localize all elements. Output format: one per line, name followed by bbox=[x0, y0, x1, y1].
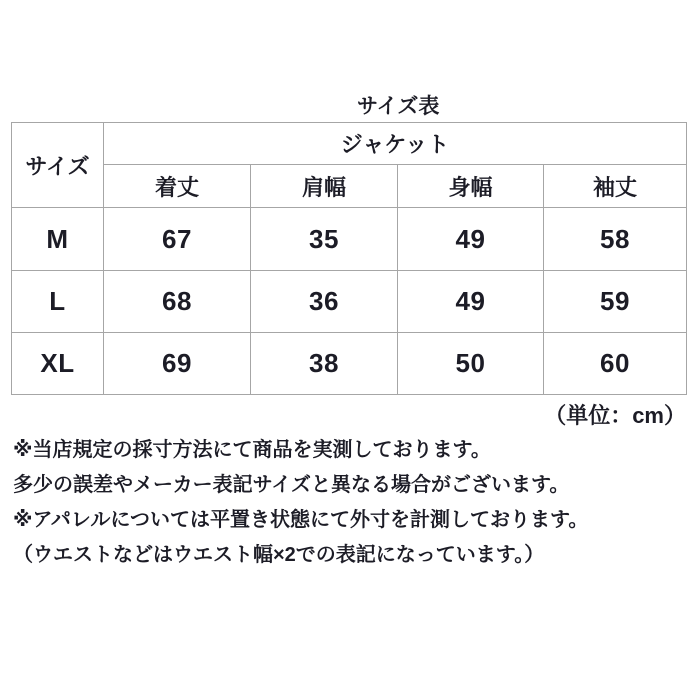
size-label-cell: M bbox=[12, 208, 104, 271]
measure-header-cell: 肩幅 bbox=[251, 165, 398, 208]
table-row bbox=[12, 333, 687, 395]
table-header-row-group bbox=[12, 123, 687, 165]
note-line: ※当店規定の採寸方法にて商品を実測しております。 bbox=[13, 439, 491, 461]
note-line: （ウエストなどはウエスト幅×2での表記になっています。） bbox=[13, 544, 545, 566]
size-label-cell: XL bbox=[12, 333, 104, 395]
measurement-cell: 49 bbox=[398, 271, 544, 333]
measurement-cell: 68 bbox=[104, 271, 251, 333]
note-line: ※アパレルについては平置き状態にて外寸を計測しております。 bbox=[13, 509, 589, 531]
measurement-cell: 49 bbox=[398, 208, 544, 271]
table-row bbox=[12, 271, 687, 333]
measurement-cell: 58 bbox=[544, 208, 687, 271]
size-label-cell: L bbox=[12, 271, 104, 333]
measurement-cell: 60 bbox=[544, 333, 687, 395]
notes bbox=[13, 433, 588, 573]
measurement-cell: 36 bbox=[251, 271, 398, 333]
measurement-cell: 67 bbox=[104, 208, 251, 271]
measurement-cell: 69 bbox=[104, 333, 251, 395]
unit-label: （単位：cm） bbox=[544, 403, 686, 428]
measure-header-cell: 身幅 bbox=[398, 165, 544, 208]
measurement-cell: 59 bbox=[544, 271, 687, 333]
table-header-row-measures bbox=[12, 165, 687, 208]
measurement-cell: 35 bbox=[251, 208, 398, 271]
note-line: 多少の誤差やメーカー表記サイズと異なる場合がございます。 bbox=[13, 474, 570, 496]
category-header-cell: ジャケット bbox=[104, 123, 687, 165]
measure-header-cell: 着丈 bbox=[104, 165, 251, 208]
page-title: サイズ表 bbox=[357, 95, 440, 118]
size-header-cell: サイズ bbox=[12, 123, 104, 208]
table-row bbox=[12, 208, 687, 271]
measure-header-cell: 袖丈 bbox=[544, 165, 687, 208]
measurement-cell: 38 bbox=[251, 333, 398, 395]
measurement-cell: 50 bbox=[398, 333, 544, 395]
size-table bbox=[11, 122, 687, 395]
